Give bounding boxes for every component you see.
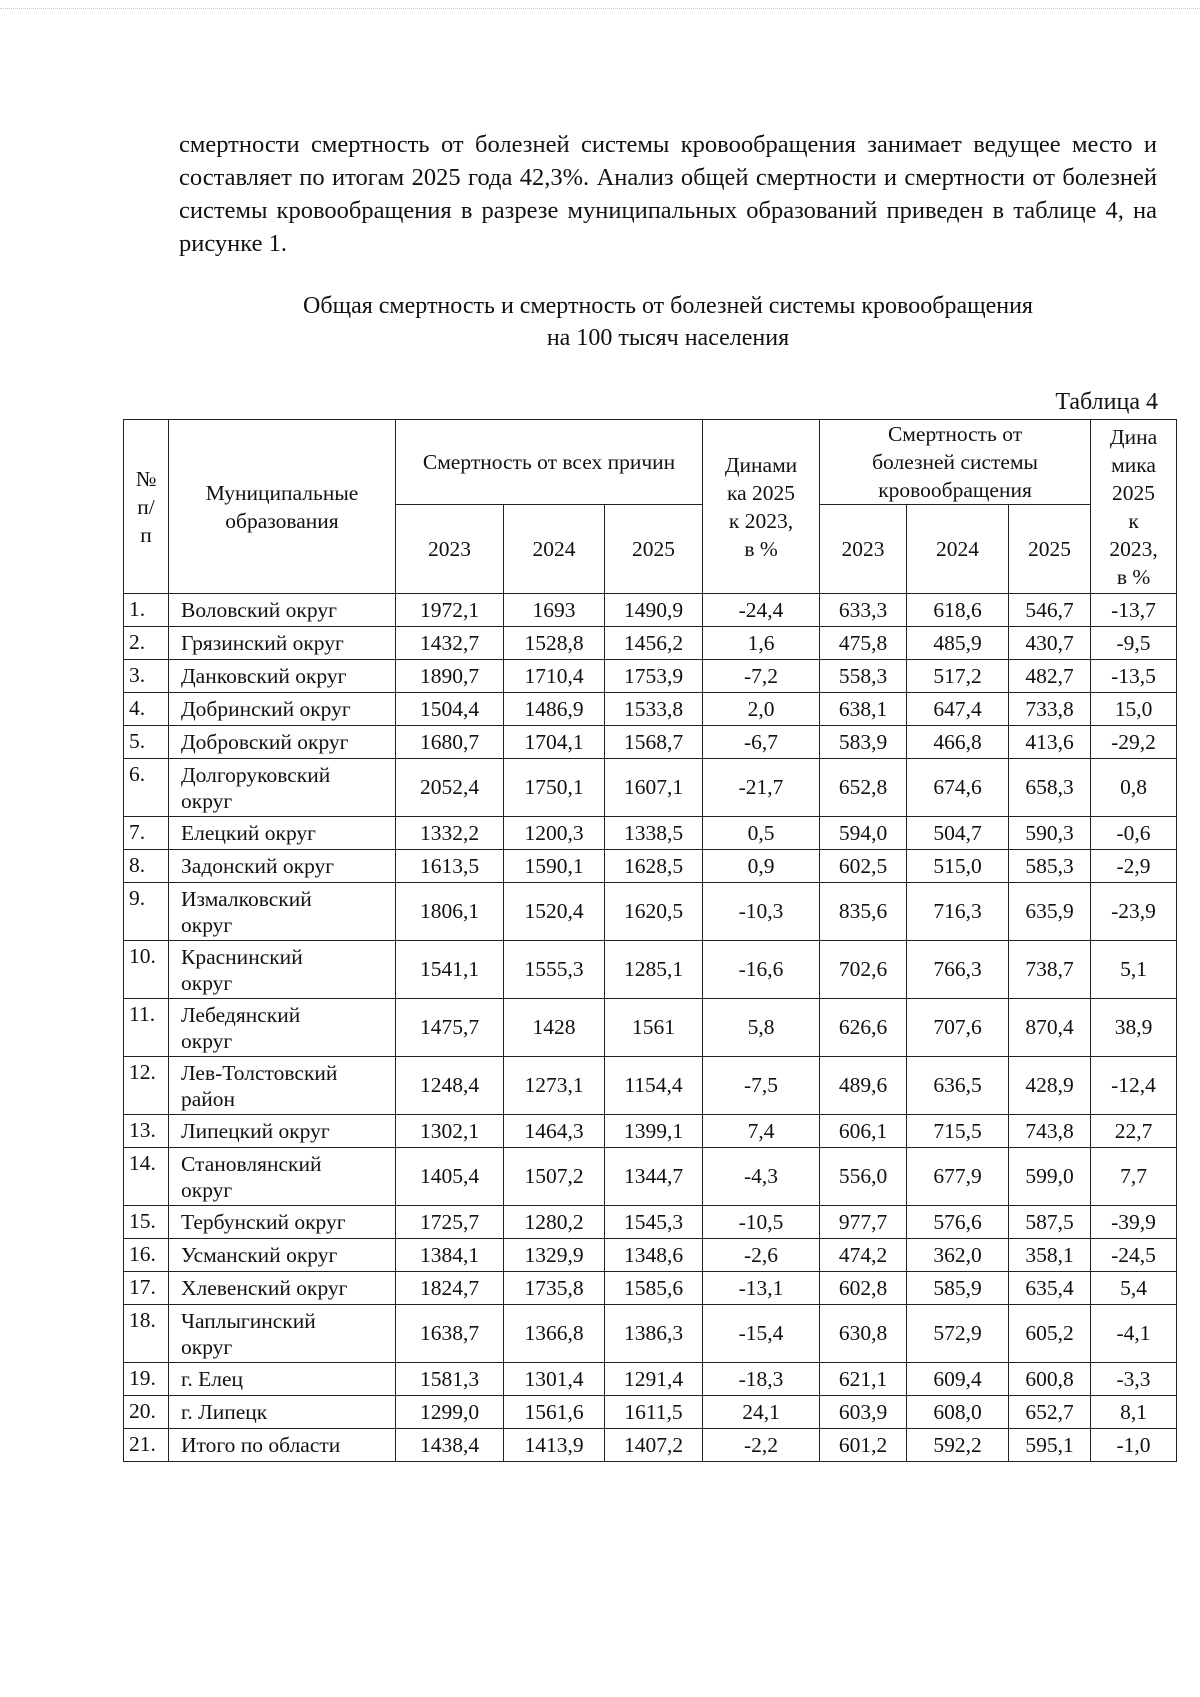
dynamics-cvs-value: -0,6 xyxy=(1091,817,1177,850)
dynamics-all-value: 7,4 xyxy=(703,1115,820,1148)
row-number: 4. xyxy=(124,693,169,726)
municipality-name xyxy=(169,1363,396,1396)
cvs-value: 428,9 xyxy=(1009,1057,1091,1115)
all-causes-value: 1456,2 xyxy=(605,627,703,660)
dynamics-all-value: -4,3 xyxy=(703,1148,820,1206)
dynamics-cvs-value: -13,5 xyxy=(1091,660,1177,693)
table-caption-line2: на 100 тысяч населения xyxy=(546,325,790,351)
all-causes-value: 1366,8 xyxy=(504,1305,605,1363)
municipality-name-part: Данковский округ xyxy=(181,664,347,688)
dynamics-all-value: -24,4 xyxy=(703,594,820,627)
dynamics-all-value: -16,6 xyxy=(703,941,820,999)
table-row xyxy=(124,883,1177,941)
cvs-value: 977,7 xyxy=(820,1206,907,1239)
all-causes-value: 1302,1 xyxy=(396,1115,504,1148)
cvs-value: 626,6 xyxy=(820,999,907,1057)
table-row xyxy=(124,1206,1177,1239)
all-causes-value: 1520,4 xyxy=(504,883,605,941)
row-number: 9. xyxy=(124,883,169,941)
header-year: 2023 xyxy=(396,505,504,594)
all-causes-value: 1710,4 xyxy=(504,660,605,693)
municipality-name xyxy=(169,1429,396,1462)
cvs-value: 504,7 xyxy=(907,817,1009,850)
cvs-value: 870,4 xyxy=(1009,999,1091,1057)
dynamics-cvs-value: 15,0 xyxy=(1091,693,1177,726)
table-row xyxy=(124,759,1177,817)
all-causes-value: 1280,2 xyxy=(504,1206,605,1239)
all-causes-value: 1528,8 xyxy=(504,627,605,660)
municipality-name-part: округ xyxy=(181,788,233,813)
cvs-value: 647,4 xyxy=(907,693,1009,726)
all-causes-value: 1200,3 xyxy=(504,817,605,850)
all-causes-value: 1607,1 xyxy=(605,759,703,817)
municipality-name xyxy=(169,850,396,883)
municipality-name xyxy=(169,1057,396,1115)
header-dynamics-cvs: Дина мика 2025 к 2023, в % xyxy=(1091,420,1177,594)
municipality-name xyxy=(169,759,396,817)
cvs-value: 585,9 xyxy=(907,1272,1009,1305)
row-number: 11. xyxy=(124,999,169,1057)
row-number: 12. xyxy=(124,1057,169,1115)
header-cvs: Смертность от болезней системы кровообращения xyxy=(820,420,1091,505)
dynamics-all-value: -7,2 xyxy=(703,660,820,693)
cvs-value: 630,8 xyxy=(820,1305,907,1363)
municipality-name-part: Краснинский xyxy=(181,944,303,969)
table-row xyxy=(124,627,1177,660)
cvs-value: 595,1 xyxy=(1009,1429,1091,1462)
dynamics-all-value: 0,5 xyxy=(703,817,820,850)
row-number: 14. xyxy=(124,1148,169,1206)
row-number: 5. xyxy=(124,726,169,759)
municipality-name xyxy=(169,594,396,627)
dynamics-cvs-value: 38,9 xyxy=(1091,999,1177,1057)
all-causes-value: 1438,4 xyxy=(396,1429,504,1462)
cvs-value: 609,4 xyxy=(907,1363,1009,1396)
cvs-value: 608,0 xyxy=(907,1396,1009,1429)
dynamics-cvs-value: 8,1 xyxy=(1091,1396,1177,1429)
municipality-name xyxy=(169,1115,396,1148)
row-number: 8. xyxy=(124,850,169,883)
municipality-name xyxy=(169,1148,396,1206)
all-causes-value: 1329,9 xyxy=(504,1239,605,1272)
cvs-value: 652,8 xyxy=(820,759,907,817)
municipality-name xyxy=(169,726,396,759)
dynamics-cvs-value: -39,9 xyxy=(1091,1206,1177,1239)
municipality-name xyxy=(169,999,396,1057)
municipality-name-part: Хлевенский округ xyxy=(181,1276,348,1300)
cvs-value: 600,8 xyxy=(1009,1363,1091,1396)
all-causes-value: 1154,4 xyxy=(605,1057,703,1115)
cvs-value: 602,5 xyxy=(820,850,907,883)
cvs-value: 413,6 xyxy=(1009,726,1091,759)
table-row xyxy=(124,817,1177,850)
all-causes-value: 1693 xyxy=(504,594,605,627)
table-row xyxy=(124,1272,1177,1305)
row-number: 13. xyxy=(124,1115,169,1148)
dynamics-cvs-value: -12,4 xyxy=(1091,1057,1177,1115)
row-number: 16. xyxy=(124,1239,169,1272)
all-causes-value: 1384,1 xyxy=(396,1239,504,1272)
all-causes-value: 1545,3 xyxy=(605,1206,703,1239)
table-row xyxy=(124,1115,1177,1148)
dynamics-all-value: -21,7 xyxy=(703,759,820,817)
header-number: № п/ п xyxy=(124,420,169,594)
cvs-value: 707,6 xyxy=(907,999,1009,1057)
municipality-name-part: Усманский округ xyxy=(181,1243,338,1267)
cvs-value: 633,3 xyxy=(820,594,907,627)
cvs-value: 601,2 xyxy=(820,1429,907,1462)
dynamics-cvs-value: 0,8 xyxy=(1091,759,1177,817)
municipality-name-part: Итого по области xyxy=(181,1433,341,1457)
dynamics-cvs-value: -13,7 xyxy=(1091,594,1177,627)
all-causes-value: 1338,5 xyxy=(605,817,703,850)
header-all-causes: Смертность от всех причин xyxy=(396,420,703,505)
municipality-name-part: Воловский округ xyxy=(181,598,337,622)
municipality-name xyxy=(169,1206,396,1239)
cvs-value: 475,8 xyxy=(820,627,907,660)
municipality-name xyxy=(169,883,396,941)
row-number: 3. xyxy=(124,660,169,693)
all-causes-value: 1725,7 xyxy=(396,1206,504,1239)
row-number: 1. xyxy=(124,594,169,627)
municipality-name-part: Задонский округ xyxy=(181,854,335,878)
dynamics-cvs-value: -3,3 xyxy=(1091,1363,1177,1396)
cvs-value: 572,9 xyxy=(907,1305,1009,1363)
dynamics-cvs-value: -4,1 xyxy=(1091,1305,1177,1363)
cvs-value: 515,0 xyxy=(907,850,1009,883)
scan-top-edge xyxy=(0,8,1200,9)
cvs-value: 590,3 xyxy=(1009,817,1091,850)
dynamics-all-value: -13,1 xyxy=(703,1272,820,1305)
all-causes-value: 1806,1 xyxy=(396,883,504,941)
cvs-value: 546,7 xyxy=(1009,594,1091,627)
cvs-value: 658,3 xyxy=(1009,759,1091,817)
cvs-value: 576,6 xyxy=(907,1206,1009,1239)
all-causes-value: 1611,5 xyxy=(605,1396,703,1429)
municipality-name-part: Добровский округ xyxy=(181,730,349,754)
cvs-value: 474,2 xyxy=(820,1239,907,1272)
table-row xyxy=(124,1429,1177,1462)
municipality-name-part: Чаплыгинский xyxy=(181,1308,316,1333)
all-causes-value: 1680,7 xyxy=(396,726,504,759)
dynamics-all-value: -18,3 xyxy=(703,1363,820,1396)
dynamics-cvs-value: -9,5 xyxy=(1091,627,1177,660)
municipality-name-part: г. Липецк xyxy=(181,1400,268,1424)
all-causes-value: 1405,4 xyxy=(396,1148,504,1206)
all-causes-value: 1735,8 xyxy=(504,1272,605,1305)
all-causes-value: 1407,2 xyxy=(605,1429,703,1462)
all-causes-value: 1291,4 xyxy=(605,1363,703,1396)
cvs-value: 489,6 xyxy=(820,1057,907,1115)
row-number: 6. xyxy=(124,759,169,817)
municipality-name-part: Становлянский xyxy=(181,1151,322,1176)
table-row xyxy=(124,660,1177,693)
all-causes-value: 1399,1 xyxy=(605,1115,703,1148)
dynamics-all-value: 5,8 xyxy=(703,999,820,1057)
cvs-value: 587,5 xyxy=(1009,1206,1091,1239)
table-row xyxy=(124,1363,1177,1396)
all-causes-value: 1541,1 xyxy=(396,941,504,999)
municipality-name-part: Тербунский округ xyxy=(181,1210,346,1234)
all-causes-value: 1475,7 xyxy=(396,999,504,1057)
header-dynamics-all: Динами ка 2025 к 2023, в % xyxy=(703,420,820,594)
dynamics-cvs-value: 7,7 xyxy=(1091,1148,1177,1206)
cvs-value: 599,0 xyxy=(1009,1148,1091,1206)
dynamics-all-value: -2,2 xyxy=(703,1429,820,1462)
cvs-value: 652,7 xyxy=(1009,1396,1091,1429)
cvs-value: 558,3 xyxy=(820,660,907,693)
all-causes-value: 1581,3 xyxy=(396,1363,504,1396)
municipality-name-part: Грязинский округ xyxy=(181,631,344,655)
cvs-value: 638,1 xyxy=(820,693,907,726)
municipality-name xyxy=(169,1272,396,1305)
all-causes-value: 1750,1 xyxy=(504,759,605,817)
all-causes-value: 2052,4 xyxy=(396,759,504,817)
cvs-value: 743,8 xyxy=(1009,1115,1091,1148)
row-number: 17. xyxy=(124,1272,169,1305)
municipality-name-part: Измалковский xyxy=(181,886,312,911)
all-causes-value: 1386,3 xyxy=(605,1305,703,1363)
municipality-name-part: Лев-Толстовский xyxy=(181,1060,338,1085)
row-number: 18. xyxy=(124,1305,169,1363)
row-number: 7. xyxy=(124,817,169,850)
table-row xyxy=(124,1057,1177,1115)
cvs-value: 636,5 xyxy=(907,1057,1009,1115)
cvs-value: 556,0 xyxy=(820,1148,907,1206)
municipality-name xyxy=(169,941,396,999)
table-caption-line1: Общая смертность и смертность от болезней системы кровообращения xyxy=(303,293,1033,319)
dynamics-all-value: -10,5 xyxy=(703,1206,820,1239)
cvs-value: 621,1 xyxy=(820,1363,907,1396)
municipality-name xyxy=(169,627,396,660)
row-number: 19. xyxy=(124,1363,169,1396)
all-causes-value: 1555,3 xyxy=(504,941,605,999)
cvs-value: 466,8 xyxy=(907,726,1009,759)
cvs-value: 592,2 xyxy=(907,1429,1009,1462)
dynamics-all-value: -15,4 xyxy=(703,1305,820,1363)
row-number: 10. xyxy=(124,941,169,999)
cvs-value: 583,9 xyxy=(820,726,907,759)
all-causes-value: 1504,4 xyxy=(396,693,504,726)
table-label: Таблица 4 xyxy=(1055,389,1158,415)
municipality-name-part: район xyxy=(181,1086,236,1111)
dynamics-all-value: -6,7 xyxy=(703,726,820,759)
cvs-value: 738,7 xyxy=(1009,941,1091,999)
row-number: 2. xyxy=(124,627,169,660)
all-causes-value: 1824,7 xyxy=(396,1272,504,1305)
dynamics-all-value: -7,5 xyxy=(703,1057,820,1115)
header-year: 2024 xyxy=(504,505,605,594)
all-causes-value: 1432,7 xyxy=(396,627,504,660)
all-causes-value: 1344,7 xyxy=(605,1148,703,1206)
row-number: 21. xyxy=(124,1429,169,1462)
table-row xyxy=(124,726,1177,759)
cvs-value: 482,7 xyxy=(1009,660,1091,693)
municipality-name-part: округ xyxy=(181,912,233,937)
table-row xyxy=(124,1148,1177,1206)
municipality-name-part: Долгоруковский xyxy=(181,762,331,787)
dynamics-cvs-value: -29,2 xyxy=(1091,726,1177,759)
cvs-value: 766,3 xyxy=(907,941,1009,999)
dynamics-cvs-value: 5,1 xyxy=(1091,941,1177,999)
municipality-name xyxy=(169,693,396,726)
municipality-name-part: округ xyxy=(181,1028,233,1053)
municipality-name-part: Лебедянский xyxy=(181,1002,301,1027)
all-causes-value: 1248,4 xyxy=(396,1057,504,1115)
all-causes-value: 1585,6 xyxy=(605,1272,703,1305)
cvs-value: 603,9 xyxy=(820,1396,907,1429)
cvs-value: 715,5 xyxy=(907,1115,1009,1148)
municipality-name-part: Добринский округ xyxy=(181,697,351,721)
table-row xyxy=(124,941,1177,999)
all-causes-value: 1301,4 xyxy=(504,1363,605,1396)
table-row xyxy=(124,594,1177,627)
dynamics-cvs-value: -24,5 xyxy=(1091,1239,1177,1272)
all-causes-value: 1507,2 xyxy=(504,1148,605,1206)
all-causes-value: 1704,1 xyxy=(504,726,605,759)
cvs-value: 677,9 xyxy=(907,1148,1009,1206)
all-causes-value: 1486,9 xyxy=(504,693,605,726)
dynamics-all-value: -2,6 xyxy=(703,1239,820,1272)
all-causes-value: 1332,2 xyxy=(396,817,504,850)
dynamics-cvs-value: -1,0 xyxy=(1091,1429,1177,1462)
dynamics-all-value: 2,0 xyxy=(703,693,820,726)
cvs-value: 485,9 xyxy=(907,627,1009,660)
municipality-name xyxy=(169,660,396,693)
dynamics-cvs-value: -23,9 xyxy=(1091,883,1177,941)
cvs-value: 835,6 xyxy=(820,883,907,941)
dynamics-all-value: 24,1 xyxy=(703,1396,820,1429)
all-causes-value: 1285,1 xyxy=(605,941,703,999)
all-causes-value: 1561 xyxy=(605,999,703,1057)
cvs-value: 358,1 xyxy=(1009,1239,1091,1272)
dynamics-all-value: 0,9 xyxy=(703,850,820,883)
all-causes-value: 1753,9 xyxy=(605,660,703,693)
all-causes-value: 1490,9 xyxy=(605,594,703,627)
header-year: 2023 xyxy=(820,505,907,594)
dynamics-cvs-value: 5,4 xyxy=(1091,1272,1177,1305)
cvs-value: 635,9 xyxy=(1009,883,1091,941)
table-row xyxy=(124,1305,1177,1363)
cvs-value: 605,2 xyxy=(1009,1305,1091,1363)
table-body xyxy=(124,594,1177,1462)
all-causes-value: 1413,9 xyxy=(504,1429,605,1462)
cvs-value: 585,3 xyxy=(1009,850,1091,883)
municipality-name xyxy=(169,1239,396,1272)
cvs-value: 618,6 xyxy=(907,594,1009,627)
cvs-value: 517,2 xyxy=(907,660,1009,693)
cvs-value: 702,6 xyxy=(820,941,907,999)
all-causes-value: 1613,5 xyxy=(396,850,504,883)
mortality-table xyxy=(123,419,1177,1462)
cvs-value: 606,1 xyxy=(820,1115,907,1148)
municipality-name xyxy=(169,817,396,850)
table-row xyxy=(124,999,1177,1057)
all-causes-value: 1273,1 xyxy=(504,1057,605,1115)
cvs-value: 674,6 xyxy=(907,759,1009,817)
all-causes-value: 1890,7 xyxy=(396,660,504,693)
all-causes-value: 1348,6 xyxy=(605,1239,703,1272)
all-causes-value: 1464,3 xyxy=(504,1115,605,1148)
dynamics-all-value: -10,3 xyxy=(703,883,820,941)
municipality-name-part: округ xyxy=(181,970,233,995)
municipality-name-part: Липецкий округ xyxy=(181,1119,330,1143)
municipality-name xyxy=(169,1305,396,1363)
all-causes-value: 1428 xyxy=(504,999,605,1057)
dynamics-cvs-value: 22,7 xyxy=(1091,1115,1177,1148)
table-caption xyxy=(179,290,1157,354)
table-row xyxy=(124,850,1177,883)
all-causes-value: 1620,5 xyxy=(605,883,703,941)
all-causes-value: 1638,7 xyxy=(396,1305,504,1363)
table-row xyxy=(124,1396,1177,1429)
header-year: 2024 xyxy=(907,505,1009,594)
municipality-name-part: округ xyxy=(181,1177,233,1202)
municipality-name-part: округ xyxy=(181,1334,233,1359)
all-causes-value: 1533,8 xyxy=(605,693,703,726)
all-causes-value: 1561,6 xyxy=(504,1396,605,1429)
intro-paragraph: смертности смертность от болезней системы кровообращения занимает ведущее место и составляет по итогам 2025 года 42,3%. Анализ общей смертности и смертности от болезней системы кровообращения в разрезе муниципальных образований приведен в таблице 4, на рисунке 1. xyxy=(179,131,1157,257)
all-causes-value: 1568,7 xyxy=(605,726,703,759)
cvs-value: 594,0 xyxy=(820,817,907,850)
cvs-value: 362,0 xyxy=(907,1239,1009,1272)
cvs-value: 430,7 xyxy=(1009,627,1091,660)
municipality-name-part: г. Елец xyxy=(181,1367,244,1391)
row-number: 20. xyxy=(124,1396,169,1429)
all-causes-value: 1972,1 xyxy=(396,594,504,627)
dynamics-all-value: 1,6 xyxy=(703,627,820,660)
municipality-name-part: Елецкий округ xyxy=(181,821,316,845)
municipality-name xyxy=(169,1396,396,1429)
all-causes-value: 1299,0 xyxy=(396,1396,504,1429)
cvs-value: 733,8 xyxy=(1009,693,1091,726)
row-number: 15. xyxy=(124,1206,169,1239)
cvs-value: 602,8 xyxy=(820,1272,907,1305)
table-row xyxy=(124,1239,1177,1272)
header-municipality: Муниципальные образования xyxy=(169,420,396,594)
all-causes-value: 1628,5 xyxy=(605,850,703,883)
header-year: 2025 xyxy=(1009,505,1091,594)
cvs-value: 635,4 xyxy=(1009,1272,1091,1305)
table-row xyxy=(124,693,1177,726)
cvs-value: 716,3 xyxy=(907,883,1009,941)
all-causes-value: 1590,1 xyxy=(504,850,605,883)
dynamics-cvs-value: -2,9 xyxy=(1091,850,1177,883)
header-year: 2025 xyxy=(605,505,703,594)
